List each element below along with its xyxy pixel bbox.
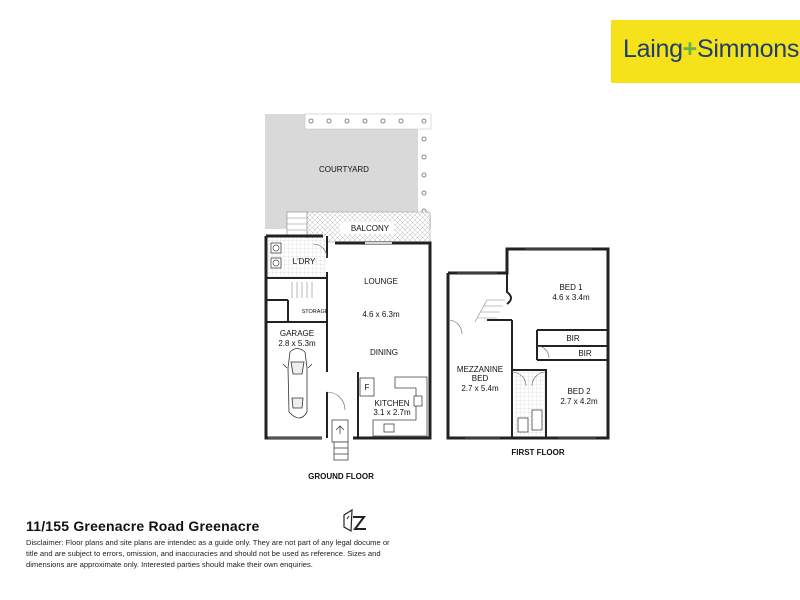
first-floor-label: FIRST FLOOR (511, 448, 565, 457)
mezzanine-label-2: BED (471, 374, 489, 383)
car-icon (283, 349, 312, 419)
courtyard-label: COURTYARD (319, 165, 369, 174)
lounge-size: 4.6 x 6.3m (362, 310, 400, 319)
fridge-label: F (364, 383, 370, 392)
north-arrow-icon (341, 507, 369, 535)
bir1-label: BIR (566, 334, 580, 343)
garage-label: GARAGE (279, 329, 315, 338)
kitchen-label: KITCHEN (374, 399, 410, 408)
laundry-label: L'DRY (292, 257, 316, 266)
kitchen-size: 3.1 x 2.7m (373, 408, 411, 417)
bed1-size: 4.6 x 3.4m (552, 293, 590, 302)
ground-floor-plan (265, 114, 431, 481)
bir2-label: BIR (578, 349, 592, 358)
dining-label: DINING (370, 348, 398, 357)
bed2-size: 2.7 x 4.2m (560, 397, 598, 406)
bed2-label: BED 2 (567, 387, 591, 396)
mezzanine-label: MEZZANINE (456, 365, 504, 374)
storage-label: STORAGE (301, 309, 329, 315)
ground-floor-label: GROUND FLOOR (308, 472, 374, 481)
ground-stairs (292, 282, 312, 298)
first-stairs (475, 300, 505, 322)
bed1-label: BED 1 (559, 283, 583, 292)
balcony-label: BALCONY (350, 224, 390, 233)
first-floor-plan (448, 249, 608, 457)
mezzanine-size: 2.7 x 5.4m (461, 384, 499, 393)
lounge-label: LOUNGE (364, 277, 398, 286)
garage-size: 2.8 x 5.3m (278, 339, 316, 348)
disclaimer-text: Disclaimer: Floor plans and site plans are intendec as a guide only. They are not part of any legal docume or title and are subject to errors, omission, and inaccuracies and should not be used as reference. Sizes and dimensions are approximate only. Interested parties should make their own enquiries. (26, 538, 390, 569)
property-address: 11/155 Greenacre Road Greenacre (26, 518, 260, 534)
brand-wordmark: Laing+Simmons (623, 35, 800, 63)
